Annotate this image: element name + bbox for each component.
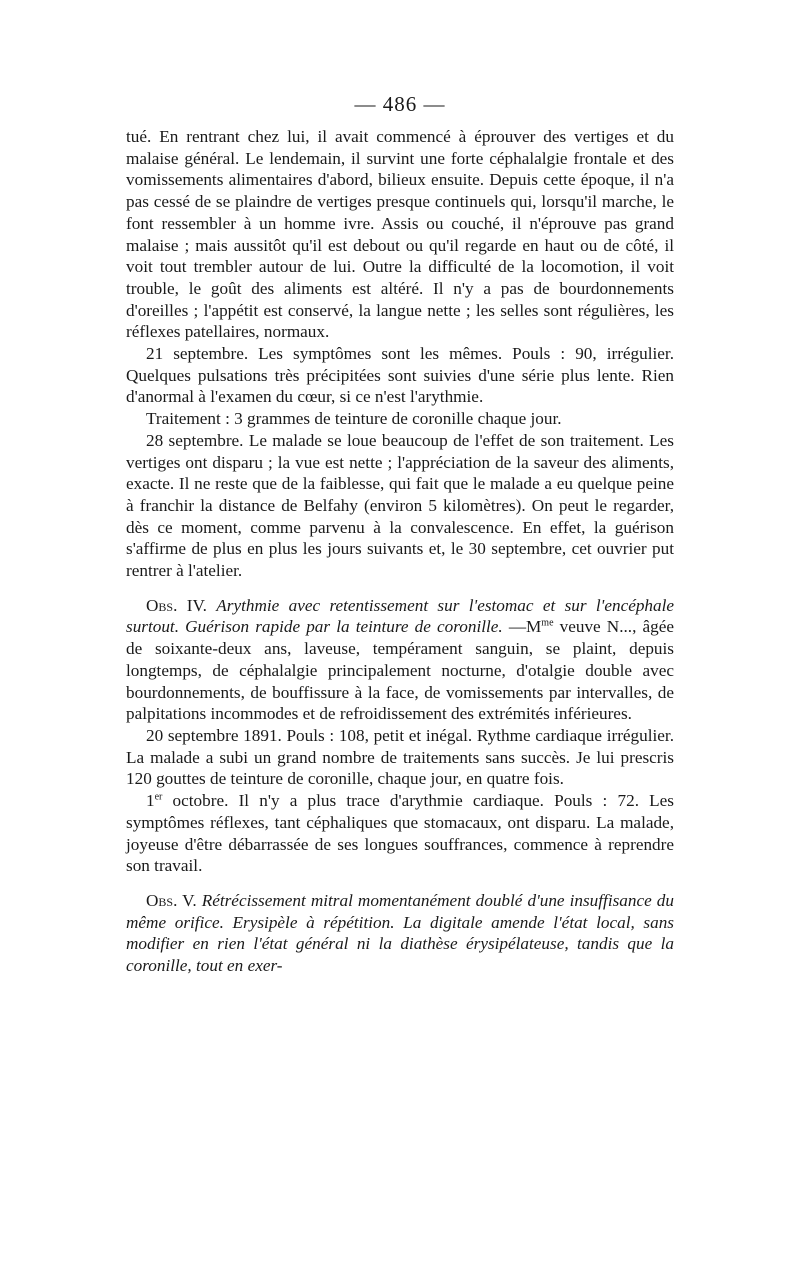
observation-v-label: Obs. V. [146,890,197,910]
paragraph-treatment: Traitement : 3 grammes de teinture de coronille chaque jour. [146,409,562,429]
oct-1-number: 1 [146,791,155,811]
observation-iv-dash: —M [502,617,542,637]
paragraph-sept-21: 21 septembre. Les symptômes sont les mêmes. Pouls : 90, irrégulier. Quelques pulsations très précipitées sont suivies d'une série plus lente. Rien d'anormal à l'examen du cœur, si ce n'est l'arythmie. [126,344,674,407]
page-body [126,126,674,977]
oct-1-sup: er [154,791,163,803]
paragraph-sept-28: 28 septembre. Le malade se loue beaucoup de l'effet de son traitement. Les vertiges ont disparu ; la vue est nette ; l'appréciation de la saveur des aliments, exacte. Il ne reste que de la faiblesse, qui fait que le malade a eu quelque peine à franchir la distance de Belfahy (environ 5 kilomètres). On peut le regarder, dès ce moment, comme parvenu à la convalescence. En effet, la guérison s'affirme de plus en plus les jours suivants et, le 30 septembre, cet ouvrier put rentrer à l'atelier. [126,430,674,581]
observation-v [126,890,674,977]
observation-iv [126,595,674,725]
observation-iv-label: Obs. IV. [146,595,207,615]
observation-iv-text: veuve N..., âgée de soixante-deux ans, laveuse, tempérament sanguin, se plaint, depuis longtemps, de céphalalgie principalement nocturne, d'otalgie double avec bourdonnements, de bouffissure à la face, de vomissements par intervalles, de palpitations incommodes et de refroidissement des extrémités inférieures. [126,617,674,724]
paragraph-sept-20-1891: 20 septembre 1891. Pouls : 108, petit et inégal. Rythme cardiaque irrégulier. La malade a subi un grand nombre de traitements sans succès. Je lui prescris 120 gouttes de teinture de coronille, chaque jour, en quatre fois. [126,725,674,789]
page-number-header: — 486 — [354,92,446,116]
paragraph-case-history: tué. En rentrant chez lui, il avait commencé à éprouver des vertiges et du malaise général. Le lendemain, il survint une forte céphalalgie frontale et des vomissements alimentaires d'abord, bilieux ensuite. Depuis cette époque, il n'a pas cessé de se plaindre de vertiges presque continuels qui, lorsqu'il marche, le font ressembler à un homme ivre. Assis ou couché, il n'éprouve pas grand malaise ; mais aussitôt qu'il est debout ou qu'il regarde en haut ou de côté, il voit tout trembler autour de lui. Outre la difficulté de la locomotion, il voit trouble, le goût des aliments est altéré. Il n'y a pas de bourdonnements d'oreilles ; l'appétit est conservé, la langue nette ; les selles sont régulières, les réflexes patellaires, normaux. [126,127,674,342]
observation-v-title: Rétrécissement mitral momentanément doublé d'une insuffisance du même orifice. Erysipèle à répétition. La digitale amende l'état local, sans modifier en rien l'état général ni la diathèse érysipélateuse, tandis que la coronille, tout en exer- [126,890,674,976]
oct-1-text: octobre. Il n'y a plus trace d'arythmie cardiaque. Pouls : 72. Les symptômes réflexes, tant céphaliques que stomacaux, ont disparu. La malade, joyeuse d'être débarrassée de ses longues souffrances, commence à reprendre son travail. [126,791,674,876]
observation-iv-sup: me [541,617,554,629]
paragraph-oct-1 [126,790,674,877]
observation-iv-title: Arythmie avec retentissement sur l'estomac et sur l'encéphale surtout. Guérison rapide par la teinture de coronille. [126,595,675,637]
